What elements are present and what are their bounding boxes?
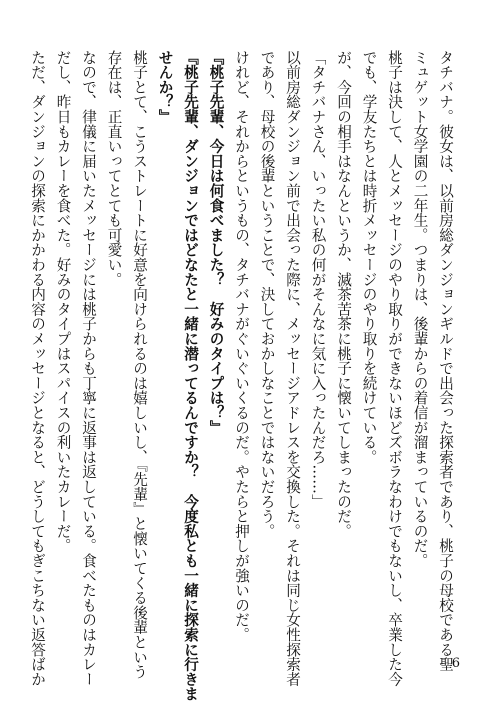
text-line: けれど、それからというもの、タチバナがぐいぐいくるのだ。やたらと押しが強いのだ。: [233, 50, 250, 642]
text-line: 存在は、正直いってとても可愛い。: [105, 50, 123, 287]
text-line: でも、学友たちとは時折メッセージのやり取りを続けている。: [360, 50, 378, 465]
text-line: であり、母校の後輩ということで、決しておかしなことではないだろう。: [258, 50, 276, 539]
message-line: 『桃子先輩、ダンジョンではどなたと一緒に潜ってるんですか？ 今度私とも一緒に探索に行きま: [182, 50, 199, 702]
text-line: タチバナ。彼女は、以前房総ダンジョンギルドで出会った探索者であり、桃子の母校である聖: [437, 50, 454, 672]
text-line: 以前房総ダンジョン前で出会った際に、メッセージアドレスを交換した。それは同じ女性探索者: [284, 50, 301, 687]
vertical-text-block: [29, 50, 458, 702]
text-line: が、今回の相手はなんというか、滅茶苦茶に桃子に懐いてしまったのだ。: [335, 50, 352, 539]
text-line: ただ、ダンジョンの探索にかかわる内容のメッセージとなると、どうしてもぎこちない返答ばか: [29, 50, 46, 687]
page-number: 6: [451, 656, 460, 671]
text-line: ミュゲット女学園の二年生。つまりは、後輩からの着信が溜まっているのだ。: [411, 50, 429, 568]
text-line: 桃子は決して、人とメッセージのやり取りができないほどズボラなわけでもないし、卒業した今: [386, 50, 403, 687]
message-line: 『桃子先輩、今日は何食べました？ 好みのタイプは？』: [207, 50, 225, 435]
text-line: なので、律儀に届いたメッセージには桃子からも丁寧に返事は返している。食べたものはカレー: [80, 50, 97, 687]
text-line: 「タチバナさん、いったい私の何がそんなに気に入ったんだろ……」: [309, 50, 327, 509]
text-line: 桃子とて、こうストレートに好意を向けられるのは嬉しいし、『先輩』と懐いてくる後輩という: [131, 50, 148, 680]
message-line: せんか？』: [156, 50, 174, 124]
text-line: だし、昨日もカレーを食べた。好みのタイプはスパイスの利いたカレーだ。: [54, 50, 72, 554]
